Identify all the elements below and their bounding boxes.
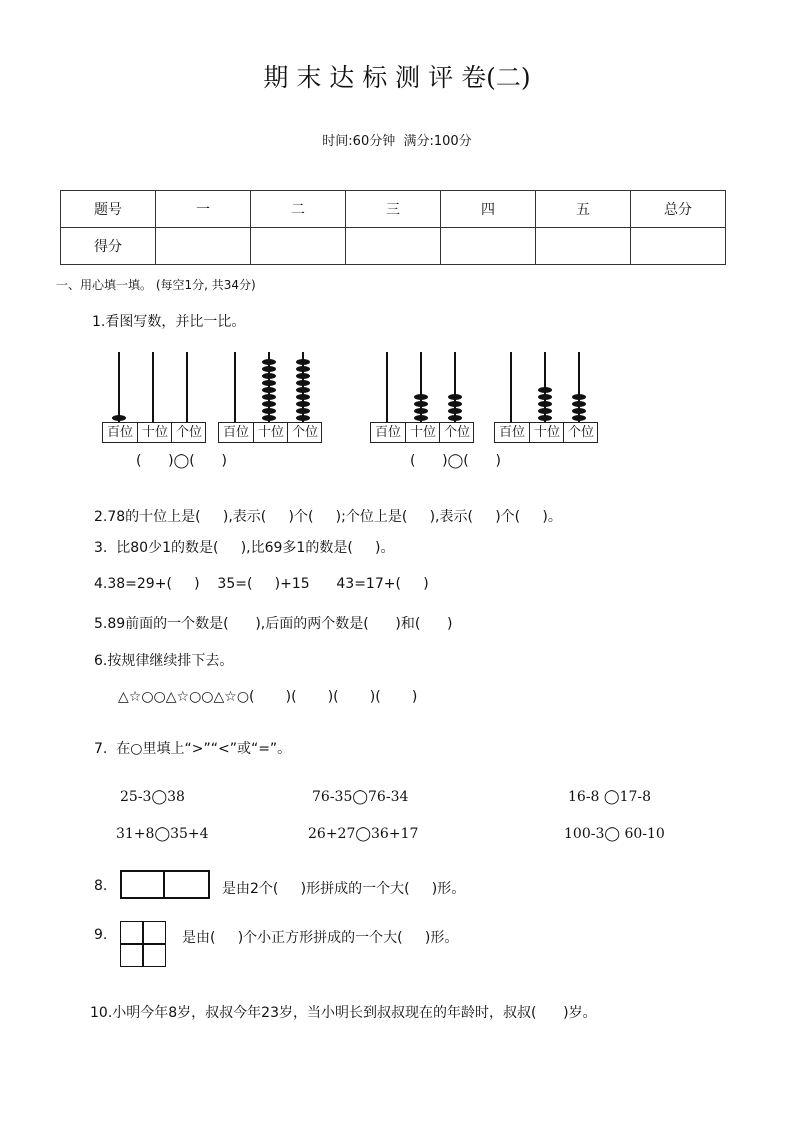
question-7-text: 7. 在○里填上“>”“<”或“=”。 [94,741,292,757]
abacus-bead [296,394,310,400]
abacus-bead [448,394,462,400]
question-8-number: 8. [94,878,108,894]
place-value-label: 百位 [222,425,249,440]
place-value-label: 十位 [405,423,440,442]
place-value-label: 个位 [439,423,474,442]
compare-item[interactable]: 31+8◯35+4 [116,826,209,842]
abacus-bead [296,401,310,407]
two-squares-rectangle-figure [120,870,210,899]
compare-item[interactable]: 76-35◯76-34 [312,789,409,805]
row-label-cell: 得分 [61,228,156,265]
header-cell: 四 [441,191,536,228]
score-cell[interactable] [251,228,346,265]
question-8-text: 是由2个( )形拼成的一个大( )形。 [222,881,466,897]
compare-item[interactable]: 25-3◯38 [120,789,185,805]
compare-blank-left[interactable]: ( )◯( ) [136,453,227,469]
question-1-text: 1.看图写数，并比一比。 [92,314,246,330]
page-title: 期 末 达 标 测 评 卷(二) [263,63,531,92]
header-cell: 二 [251,191,346,228]
abacus-bead [448,401,462,407]
question-3: 3. 比80少1的数是( ),比69多1的数是( )。 [94,540,395,556]
header-cell: 五 [536,191,631,228]
abacus-bead [572,408,586,414]
abacus-bead [262,401,276,407]
abacus-bead [296,366,310,372]
place-value-label-box [218,422,322,443]
abacus-rod [152,352,154,422]
abacus-rod [186,352,188,422]
abacus-bead [296,408,310,414]
abacus-bead [262,380,276,386]
abacus-bead [572,394,586,400]
score-cell[interactable] [631,228,726,265]
compare-item[interactable]: 100-3◯ 60-10 [564,826,665,842]
abacus-bead [414,401,428,407]
abacus-bead [572,415,586,421]
abacus-2 [218,352,320,444]
abacus-rod [386,352,388,422]
place-value-label: 个位 [563,423,598,442]
question-6-text: 6.按规律继续排下去。 [94,653,234,669]
abacus-1 [102,352,204,444]
abacus-bead [262,394,276,400]
place-value-label: 十位 [529,423,564,442]
abacus-bead [262,387,276,393]
abacus-bead [112,415,126,421]
abacus-bead [448,408,462,414]
abacus-bead [262,415,276,421]
compare-item[interactable]: 16-8 ◯17-8 [568,789,652,805]
question-10: 10.小明今年8岁，叔叔今年23岁，当小明长到叔叔现在的年龄时，叔叔( )岁。 [90,1005,597,1021]
score-cell[interactable] [441,228,536,265]
header-cell: 总分 [631,191,726,228]
question-2: 2.78的十位上是( ),表示( )个( );个位上是( ),表示( )个( )。 [94,509,562,525]
four-squares-grid-figure [120,921,166,967]
score-cell[interactable] [156,228,251,265]
abacus-3 [370,352,472,444]
question-9-text: 是由( )个小正方形拼成的一个大( )形。 [182,930,459,946]
place-value-label: 个位 [171,423,206,442]
header-cell: 三 [346,191,441,228]
score-table [60,190,726,265]
abacus-bead [538,408,552,414]
place-value-label: 十位 [137,423,172,442]
place-value-label: 个位 [287,423,322,442]
score-cell[interactable] [536,228,631,265]
question-5: 5.89前面的一个数是( ),后面的两个数是( )和( ) [94,616,453,632]
abacus-bead [414,394,428,400]
place-value-label-box [102,422,206,443]
abacus-bead [572,401,586,407]
place-value-label-box [370,422,474,443]
place-value-label: 百位 [374,425,401,440]
abacus-bead [414,408,428,414]
place-value-label-box [494,422,598,443]
abacus-bead [296,387,310,393]
abacus-rod [510,352,512,422]
question-9-number: 9. [94,927,108,943]
score-cell[interactable] [346,228,441,265]
abacus-rod [234,352,236,422]
place-value-label: 百位 [498,425,525,440]
place-value-label: 百位 [106,425,133,440]
place-value-label: 十位 [253,423,288,442]
header-cell: 一 [156,191,251,228]
question-6-sequence: △☆○○△☆○○△☆○( )( )( )( ) [118,689,418,705]
abacus-bead [296,415,310,421]
abacus-bead [262,359,276,365]
abacus-rod [118,352,120,422]
score-table-score-row [61,228,726,265]
score-table-header-row [61,191,726,228]
section-heading: 一、用心填一填。 (每空1分, 共34分) [56,278,256,292]
abacus-bead [538,401,552,407]
question-4: 4.38=29+( ) 35=( )+15 43=17+( ) [94,576,429,592]
exam-info: 时间:60分钟 满分:100分 [322,134,472,149]
abacus-bead [296,380,310,386]
abacus-bead [262,373,276,379]
header-cell: 题号 [61,191,156,228]
abacus-4 [494,352,596,444]
abacus-bead [538,394,552,400]
abacus-bead [414,415,428,421]
compare-blank-right[interactable]: ( )◯( ) [410,453,501,469]
abacus-bead [262,366,276,372]
abacus-bead [448,415,462,421]
abacus-bead [262,408,276,414]
compare-item[interactable]: 26+27◯36+17 [308,826,419,842]
abacus-bead [538,415,552,421]
abacus-bead [538,387,552,393]
abacus-bead [296,373,310,379]
abacus-bead [296,359,310,365]
